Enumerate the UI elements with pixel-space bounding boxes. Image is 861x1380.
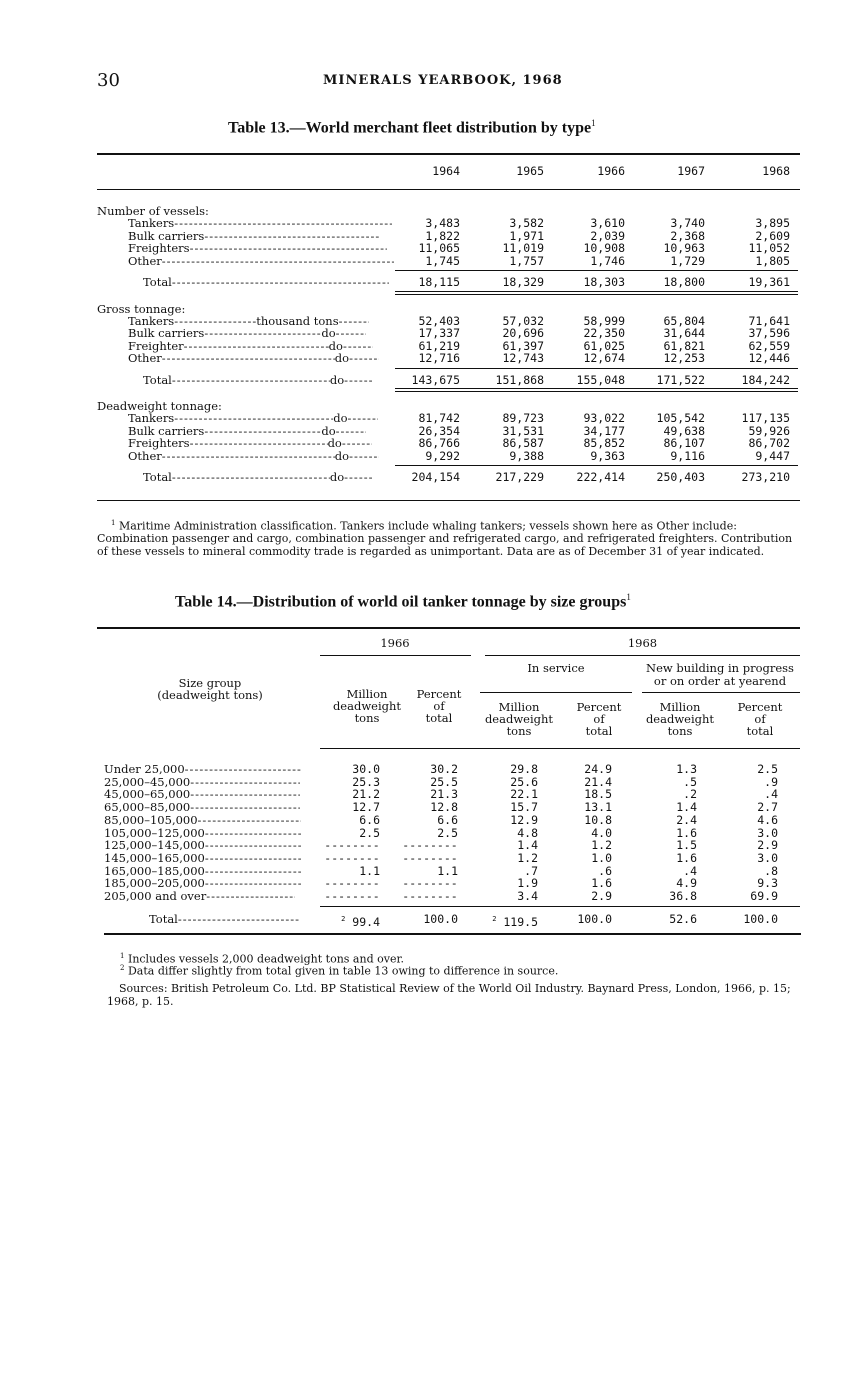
- table-cell-value: 1.3: [676, 762, 697, 776]
- table-cell-value: 93,022: [583, 411, 625, 425]
- table-cell-value: 69.9: [750, 889, 778, 903]
- percent-of-total-header: total: [585, 724, 613, 738]
- leader-dots: [348, 412, 378, 425]
- total-row-label: [143, 374, 374, 387]
- table-cell-value: 9,116: [670, 448, 705, 463]
- year-header: 1964: [432, 164, 460, 178]
- table-cell-value: .9: [764, 774, 778, 789]
- table-cell-value: 10,963: [663, 241, 705, 255]
- table-13-top-rule: [97, 153, 800, 155]
- table-cell-empty: --------: [324, 838, 380, 853]
- table-cell-value: 89,723: [502, 411, 544, 425]
- table-cell-value: 2,609: [755, 228, 790, 243]
- table-cell-value: 31,644: [663, 326, 705, 340]
- table-cell-value: 81,742: [418, 411, 460, 425]
- table-cell-value: 3,895: [755, 216, 790, 230]
- year-header: 1966: [597, 164, 625, 178]
- table-cell-value: 12.9: [510, 812, 538, 827]
- total-row-label: [143, 276, 389, 289]
- table-cell-value: 9,363: [590, 448, 625, 463]
- row-label: Total: [143, 275, 172, 289]
- leader-dots: [349, 450, 379, 463]
- table-cell-value: 155,048: [576, 372, 625, 387]
- table-cell-empty: --------: [402, 889, 458, 903]
- percent-of-total-header: Percent: [576, 700, 622, 714]
- table-cell-value: 10,908: [583, 241, 625, 255]
- table-cell-value: 12,253: [663, 351, 705, 365]
- row-unit: do: [334, 351, 350, 365]
- table-cell-value: .6: [598, 863, 612, 878]
- table-cell-empty: --------: [402, 876, 458, 891]
- percent-of-total-header: total: [746, 724, 774, 738]
- table-cell-value: 30.2: [430, 762, 458, 776]
- section-heading: Gross tonnage:: [97, 301, 186, 316]
- table-cell-value: 1.2: [591, 838, 612, 853]
- million-deadweight-header: deadweight: [645, 712, 715, 726]
- table-cell-value: 100.0: [423, 911, 458, 926]
- table-14-footnote-1: $^1$ Includes vessels 2,000 deadweight tons and over.: [120, 952, 405, 966]
- table-cell-empty: --------: [324, 876, 380, 891]
- table-row-label: [128, 255, 394, 268]
- table-cell-value: 3,483: [425, 216, 460, 230]
- table-cell-value: 1,757: [509, 253, 544, 268]
- header-rule: [320, 655, 471, 656]
- table-cell-value: 1,729: [670, 253, 705, 268]
- leader-dots: [162, 352, 335, 365]
- row-label: Freighters: [128, 241, 190, 255]
- table-cell-value: 25.3: [352, 774, 380, 789]
- header-bottom-rule: [320, 748, 800, 749]
- table-cell-value: 1.1: [359, 863, 380, 878]
- total-row-label: [149, 913, 299, 926]
- table-cell-value: 21.4: [584, 774, 612, 789]
- table-cell-value: 18.5: [584, 787, 612, 802]
- table-cell-value: 1.6: [676, 825, 697, 840]
- section-double-rule: [395, 388, 798, 392]
- table-cell-value: 12,743: [502, 351, 544, 365]
- table-cell-value: 15.7: [510, 800, 538, 815]
- table-cell-value: 3,582: [509, 216, 544, 230]
- leader-dots: [184, 340, 329, 353]
- table-cell-value: 4.8: [517, 825, 538, 840]
- table-cell-value: 12,674: [583, 351, 625, 365]
- footnote-marker: 2: [492, 914, 497, 923]
- page-number: 30: [97, 70, 120, 91]
- header-rule: [485, 655, 800, 656]
- table-row-label: [104, 890, 295, 903]
- table-cell-value: 1.5: [676, 838, 697, 853]
- table-cell-value: 18,329: [502, 275, 544, 289]
- table-cell-value: 61,821: [663, 338, 705, 353]
- table-cell-value: 151,868: [495, 372, 544, 387]
- table-cell-value: 1.9: [517, 876, 538, 891]
- million-deadweight-header: Million: [659, 700, 701, 714]
- page-header: [97, 70, 797, 94]
- percent-of-total-header: Percent: [416, 687, 462, 701]
- subtotal-rule: [395, 270, 798, 271]
- table-cell-value: 30.0: [352, 762, 380, 776]
- table-cell-value: 17,337: [418, 326, 460, 340]
- table-cell-value: 2.7: [757, 800, 778, 815]
- table-cell-value: 2.5: [359, 825, 380, 840]
- leader-dots: [172, 374, 330, 387]
- subtotal-rule: [395, 465, 798, 466]
- row-label: 65,000–85,000: [104, 800, 191, 815]
- table-cell-value: 250,403: [656, 470, 705, 484]
- row-label: Tankers: [128, 411, 175, 425]
- table-cell-value: 86,107: [663, 436, 705, 450]
- table-cell-value: $^2$ 99.4: [341, 914, 380, 929]
- table-cell-value: 184,242: [741, 372, 790, 387]
- million-deadweight-header: tons: [506, 724, 532, 738]
- year-1968-header: 1968: [627, 636, 658, 650]
- leader-dots: [190, 776, 300, 789]
- row-unit: do: [333, 411, 348, 425]
- total-row-label: [143, 471, 374, 484]
- size-group-header: Size group: [178, 676, 242, 690]
- section-heading: Number of vessels:: [97, 204, 209, 218]
- table-cell-value: 18,303: [583, 275, 625, 289]
- leader-dots: [204, 230, 380, 243]
- table-cell-value: 52.6: [669, 911, 697, 926]
- row-label: Total: [143, 470, 172, 484]
- leader-dots: [205, 865, 301, 878]
- leader-dots: [190, 788, 300, 801]
- million-deadweight-header: tons: [667, 724, 693, 738]
- table-cell-value: 20,696: [502, 326, 544, 340]
- leader-dots: [190, 242, 387, 255]
- row-label: 165,000–185,000: [104, 863, 205, 878]
- leader-dots: [344, 374, 374, 387]
- new-building-header: New building in progress: [646, 661, 794, 675]
- table-cell-value: 1,746: [590, 253, 625, 268]
- table-cell-value: 143,675: [411, 372, 460, 387]
- table-cell-value: 2.9: [757, 838, 778, 853]
- table-cell-value: 1.6: [591, 876, 612, 891]
- table-cell-value: 65,804: [663, 313, 705, 328]
- table-14-bottom-rule: [104, 933, 801, 935]
- table-cell-value: 3.0: [757, 850, 778, 865]
- row-label: Other: [128, 253, 162, 268]
- table-cell-value: 58,999: [583, 313, 625, 328]
- table-cell-value: 2.5: [757, 762, 778, 776]
- table-cell-value: 1.0: [591, 850, 612, 865]
- table-cell-value: 86,587: [502, 436, 544, 450]
- table-cell-value: .5: [683, 774, 697, 789]
- leader-dots: [339, 315, 369, 328]
- table-13-footnote: $^1$ Maritime Administration classification. Tankers include whaling tankers; vessels shown here as Other include: Combination passenger and cargo, combination passenger and refrigerated cargo, and refrigerated freighters. Contribution of these vessels to mineral commodity trade is regarded as unimportant. Data are as of December 31 of year indicated.: [97, 519, 793, 558]
- row-label: 85,000–105,000: [104, 812, 198, 827]
- subtotal-rule: [320, 906, 800, 907]
- table-cell-value: 12,446: [748, 351, 790, 365]
- table-cell-value: 61,397: [502, 338, 544, 353]
- running-title: MINERALS YEARBOOK, 1968: [323, 73, 563, 88]
- table-cell-value: 26,354: [418, 423, 460, 438]
- table-13-title: Table 13.—World merchant fleet distribution by type$^1$: [228, 118, 596, 137]
- header-rule: [480, 692, 632, 693]
- percent-of-total-header: of: [433, 699, 445, 713]
- table-cell-value: 222,414: [576, 470, 625, 484]
- table-cell-value: 6.6: [437, 812, 458, 827]
- in-service-header: In service: [527, 661, 585, 675]
- footnote-marker: 2: [341, 914, 346, 923]
- table-cell-value: 22,350: [583, 326, 625, 340]
- table-cell-value: 21.3: [430, 787, 458, 802]
- table-cell-empty: --------: [402, 838, 458, 853]
- table-cell-value: 12.7: [352, 800, 380, 815]
- table-cell-value: 2.5: [437, 825, 458, 840]
- table-cell-value: 71,641: [748, 313, 790, 328]
- leader-dots: [205, 852, 301, 865]
- table-cell-value: .2: [683, 787, 697, 802]
- year-1966-header: 1966: [380, 636, 410, 650]
- table-cell-value: .4: [764, 787, 778, 802]
- year-header: 1968: [762, 164, 790, 178]
- table-14-title: Table 14.—Distribution of world oil tanker tonnage by size groups$^1$: [175, 592, 631, 611]
- row-unit: do: [321, 423, 336, 438]
- table-cell-value: 4.9: [676, 876, 697, 891]
- table-cell-value: .7: [524, 863, 538, 878]
- table-cell-value: 1,971: [509, 228, 544, 243]
- row-unit: do: [329, 372, 345, 387]
- row-label: Freighters: [128, 436, 190, 450]
- million-deadweight-header: deadweight: [332, 699, 402, 713]
- leader-dots: [204, 327, 321, 340]
- year-header: 1965: [516, 164, 544, 178]
- section-double-rule: [395, 291, 798, 295]
- table-cell-value: 9,292: [425, 448, 460, 463]
- table-cell-value: 100.0: [743, 911, 778, 926]
- leader-dots: [185, 763, 302, 776]
- percent-of-total-header: total: [425, 711, 453, 725]
- row-label: 145,000–165,000: [104, 850, 205, 865]
- table-cell-value: 10.8: [584, 812, 612, 827]
- row-label: 25,000–45,000: [104, 774, 191, 789]
- table-cell-value: 59,926: [748, 423, 790, 438]
- table-cell-value: 86,766: [418, 436, 460, 450]
- table-cell-value: 24.9: [584, 762, 612, 776]
- row-label: 125,000–145,000: [104, 838, 205, 853]
- table-cell-value: 117,135: [741, 411, 790, 425]
- million-deadweight-header: tons: [354, 711, 380, 725]
- table-cell-value: 25.5: [430, 774, 458, 789]
- table-row-label: [128, 450, 379, 463]
- row-label: Bulk carriers: [128, 423, 205, 438]
- size-group-header: (deadweight tons): [157, 688, 263, 702]
- row-label: Total: [143, 372, 172, 387]
- leader-dots: [344, 471, 374, 484]
- table-cell-value: 1.4: [676, 800, 697, 815]
- table-cell-value: 34,177: [583, 423, 625, 438]
- table-cell-value: 1,805: [755, 253, 790, 268]
- table-cell-value: 217,229: [495, 470, 544, 484]
- leader-dots: [206, 890, 295, 903]
- table-cell-value: 31,531: [502, 423, 544, 438]
- section-heading: Deadweight tonnage:: [97, 399, 222, 413]
- row-label: 205,000 and over: [104, 889, 207, 903]
- million-deadweight-header: deadweight: [484, 712, 554, 726]
- table-cell-value: 9,388: [509, 448, 544, 463]
- percent-of-total-header: of: [593, 712, 605, 726]
- row-label: Other: [128, 448, 162, 463]
- leader-dots: [162, 450, 335, 463]
- header-rule: [642, 692, 800, 693]
- table-cell-value: 4.6: [757, 812, 778, 827]
- table-cell-value: 29.8: [510, 762, 538, 776]
- leader-dots: [162, 255, 394, 268]
- table-cell-value: 57,032: [502, 313, 544, 328]
- table-cell-value: 36.8: [669, 889, 697, 903]
- table-cell-value: 22.1: [510, 787, 538, 802]
- leader-dots: [349, 352, 379, 365]
- row-unit: do: [329, 470, 345, 484]
- table-14-top-rule: [97, 627, 800, 629]
- percent-of-total-header: Percent: [737, 700, 783, 714]
- leader-dots: [172, 471, 330, 484]
- table-cell-value: 61,025: [583, 338, 625, 353]
- leader-dots: [205, 839, 301, 852]
- table-cell-value: 171,522: [656, 372, 705, 387]
- table-cell-value: 1.6: [676, 850, 697, 865]
- table-cell-value: 85,852: [583, 436, 625, 450]
- row-unit: do: [334, 448, 350, 463]
- table-cell-value: 100.0: [577, 911, 612, 926]
- table-cell-value: 52,403: [418, 313, 460, 328]
- leader-dots: [174, 217, 392, 230]
- table-13-header-rule: [97, 189, 800, 190]
- leader-dots: [178, 913, 299, 926]
- table-cell-value: 11,052: [748, 241, 790, 255]
- new-building-header: or on order at yearend: [653, 674, 787, 688]
- table-cell-value: 105,542: [656, 411, 705, 425]
- table-cell-value: 37,596: [748, 326, 790, 340]
- table-14-footnote-2: $^2$ Data differ slightly from total given in table 13 owing to difference in source.: [120, 964, 559, 978]
- table-cell-value: 1.2: [517, 850, 538, 865]
- table-cell-value: 2.4: [676, 812, 697, 827]
- table-cell-value: 4.0: [591, 825, 612, 840]
- table-cell-value: 18,800: [663, 275, 705, 289]
- row-label: Other: [128, 351, 162, 365]
- leader-dots: [190, 801, 300, 814]
- table-cell-value: 12,716: [418, 351, 460, 365]
- table-cell-value: 3,740: [670, 216, 705, 230]
- table-cell-value: 49,638: [663, 423, 705, 438]
- percent-of-total-header: of: [754, 712, 766, 726]
- table-cell-value: 9.3: [757, 876, 778, 891]
- table-cell-value: 86,702: [748, 436, 790, 450]
- table-cell-value: 21.2: [352, 787, 380, 802]
- table-cell-value: 1.1: [437, 863, 458, 878]
- table-cell-value: 61,219: [418, 338, 460, 353]
- row-label: 45,000–65,000: [104, 787, 191, 802]
- table-cell-value: 3.0: [757, 825, 778, 840]
- table-cell-value: .8: [764, 863, 778, 878]
- table-cell-value: $^2$ 119.5: [492, 914, 538, 929]
- leader-dots: [205, 877, 301, 890]
- table-cell-value: 11,065: [418, 241, 460, 255]
- row-label: 105,000–125,000: [104, 825, 205, 840]
- leader-dots: [204, 425, 321, 438]
- table-cell-value: 2.9: [591, 889, 612, 903]
- table-14-sources: Sources: British Petroleum Co. Ltd. BP Statistical Review of the World Oil Industry. Baynard Press, London, 1966, p. 15; 1968, p. 15.: [107, 982, 791, 1008]
- million-deadweight-header: Million: [346, 687, 388, 701]
- leader-dots: [198, 814, 301, 827]
- table-cell-value: 9,447: [755, 448, 790, 463]
- table-cell-value: 1.4: [517, 838, 538, 853]
- table-cell-empty: --------: [324, 889, 380, 903]
- subtotal-rule: [395, 368, 798, 369]
- year-header: 1967: [677, 164, 705, 178]
- table-cell-value: 1,745: [425, 253, 460, 268]
- row-unit: do: [327, 436, 342, 450]
- table-cell-value: 273,210: [741, 470, 790, 484]
- row-label: 185,000–205,000: [104, 876, 205, 891]
- table-cell-value: 1,822: [425, 228, 460, 243]
- table-cell-value: 25.6: [510, 774, 538, 789]
- leader-dots: [190, 437, 328, 450]
- table-cell-value: 13.1: [584, 800, 612, 815]
- million-deadweight-header: Million: [498, 700, 540, 714]
- row-unit: thousand tons: [256, 313, 339, 328]
- table-cell-value: 18,115: [418, 275, 460, 289]
- row-label: Freighter: [128, 338, 184, 353]
- leader-dots: [172, 276, 389, 289]
- row-label: Bulk carriers: [128, 326, 205, 340]
- table-cell-value: 2,039: [590, 228, 625, 243]
- row-unit: do: [321, 326, 336, 340]
- table-cell-empty: --------: [402, 850, 458, 865]
- table-cell-value: 12.8: [430, 800, 458, 815]
- table-cell-empty: --------: [324, 850, 380, 865]
- table-cell-value: 3,610: [590, 216, 625, 230]
- table-13-bottom-rule: [97, 500, 800, 501]
- row-label: Tankers: [128, 216, 175, 230]
- table-cell-value: 3.4: [517, 889, 538, 903]
- leader-dots: [205, 827, 301, 840]
- table-row-label: [128, 352, 379, 365]
- table-cell-value: 6.6: [359, 812, 380, 827]
- table-cell-value: 19,361: [748, 275, 790, 289]
- table-cell-value: 204,154: [411, 470, 460, 484]
- row-unit: do: [328, 338, 343, 353]
- row-label: Bulk carriers: [128, 228, 205, 243]
- row-label: Under 25,000: [104, 762, 185, 776]
- row-label: Total: [149, 911, 178, 926]
- table-row-label: [128, 242, 387, 255]
- table-cell-value: 11,019: [502, 241, 544, 255]
- row-label: Tankers: [128, 313, 175, 328]
- table-cell-value: 2,368: [670, 228, 705, 243]
- table-cell-value: 62,559: [748, 338, 790, 353]
- table-cell-value: .4: [683, 863, 697, 878]
